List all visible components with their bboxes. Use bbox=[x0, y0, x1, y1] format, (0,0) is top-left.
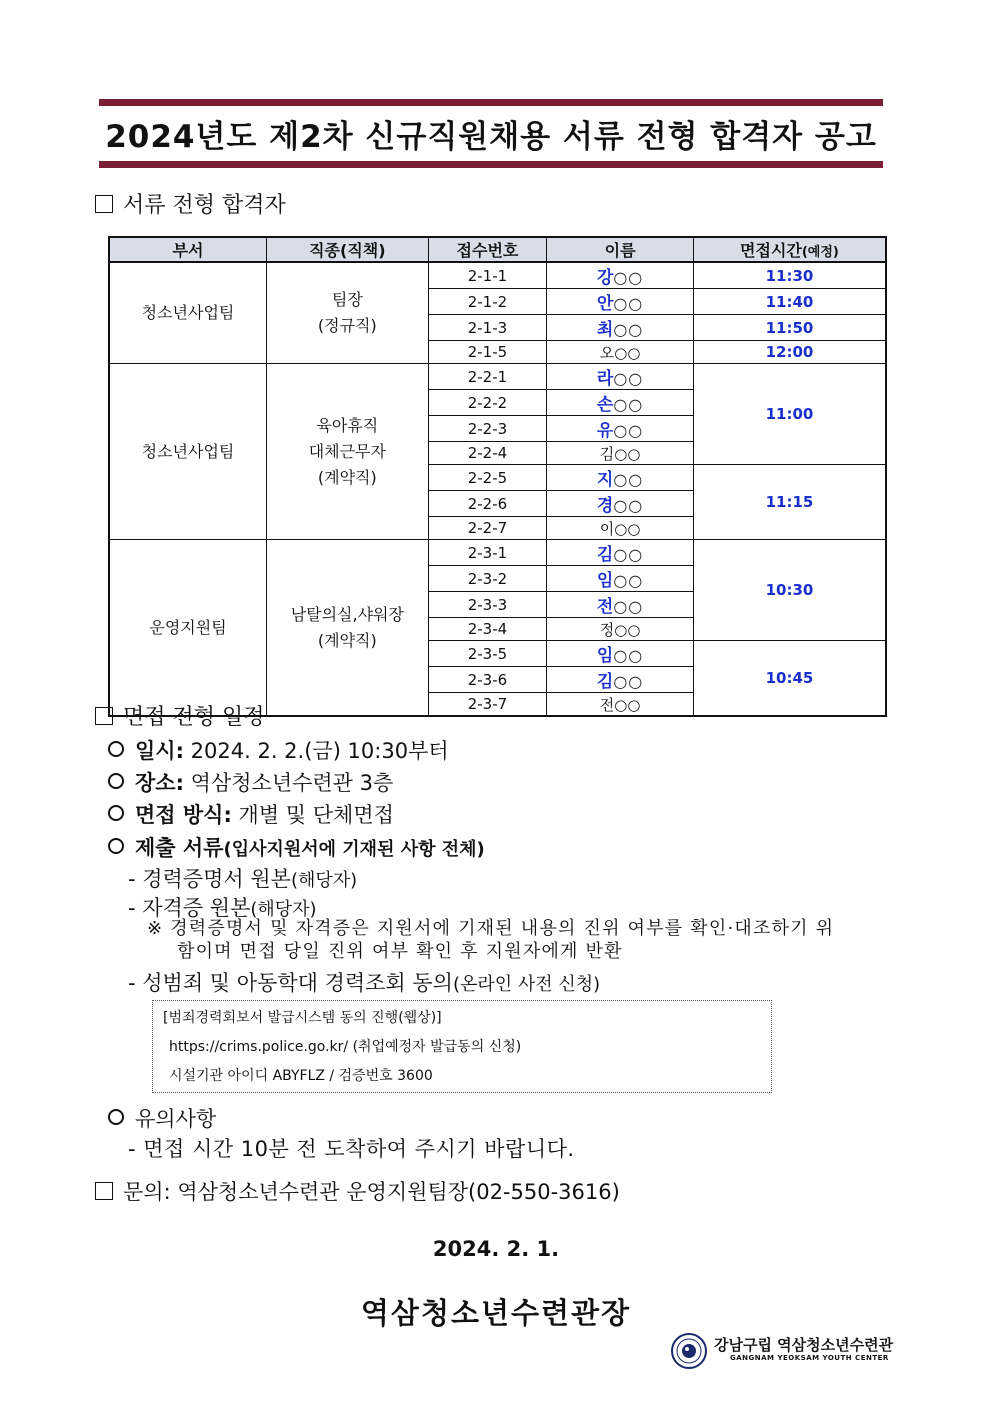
number-cell: 2-2-1 bbox=[428, 364, 547, 390]
time-cell: 11:30 bbox=[693, 262, 886, 289]
number-cell: 2-2-4 bbox=[428, 442, 547, 465]
name-cell bbox=[547, 341, 694, 364]
name-mask: ○○ bbox=[613, 597, 644, 616]
surname: 임 bbox=[596, 646, 614, 666]
caution-line bbox=[108, 1103, 216, 1133]
time-cell: 10:30 bbox=[693, 540, 886, 641]
surname: 전 bbox=[599, 695, 615, 714]
name-cell bbox=[547, 517, 694, 540]
checkbox-icon bbox=[95, 707, 113, 725]
name-cell bbox=[547, 667, 694, 693]
checkbox-icon bbox=[95, 1182, 113, 1200]
center-logo bbox=[668, 1330, 898, 1372]
number-cell: 2-3-4 bbox=[428, 618, 547, 641]
surname: 전 bbox=[596, 597, 614, 617]
applicants-table bbox=[108, 236, 887, 717]
name-mask: ○○ bbox=[613, 496, 644, 515]
title-box bbox=[99, 99, 883, 168]
name-cell bbox=[547, 465, 694, 491]
surname: 손 bbox=[596, 395, 614, 415]
time-cell: 10:45 bbox=[693, 641, 886, 717]
date-value: 2024. 2. 2.(금) 10:30부터 bbox=[190, 739, 449, 763]
number-cell: 2-3-1 bbox=[428, 540, 547, 566]
surname: 최 bbox=[596, 320, 614, 340]
doc-item-text: - 성범죄 및 아동학대 경력조회 동의 bbox=[128, 971, 453, 995]
caution-label: 유의사항 bbox=[135, 1107, 217, 1131]
name-mask: ○○ bbox=[613, 268, 644, 287]
method-value: 개별 및 단체면접 bbox=[238, 803, 394, 827]
table-header-row bbox=[109, 237, 886, 262]
name-mask: ○○ bbox=[614, 620, 641, 639]
header-name: 이름 bbox=[547, 237, 694, 262]
dept-cell: 운영지원팀 bbox=[109, 540, 267, 717]
surname: 유 bbox=[596, 421, 614, 441]
doc-item-consent bbox=[128, 967, 600, 997]
logo-english: GANGNAM YEOKSAM YOUTH CENTER bbox=[730, 1354, 889, 1362]
caution-text: - 면접 시간 10분 전 도착하여 주시기 바랍니다. bbox=[128, 1137, 575, 1161]
surname: 정 bbox=[599, 620, 615, 639]
bullet-icon bbox=[108, 773, 124, 789]
time-cell: 11:40 bbox=[693, 289, 886, 315]
name-mask: ○○ bbox=[613, 571, 644, 590]
role-line: 육아휴직 bbox=[316, 415, 379, 435]
doc-item-text: - 경력증명서 원본 bbox=[128, 867, 291, 891]
doc-item-note: (해당자) bbox=[290, 870, 358, 891]
name-cell bbox=[547, 315, 694, 341]
header-role: 직종(직책) bbox=[267, 237, 429, 262]
contact-label: 문의: bbox=[123, 1180, 171, 1204]
name-cell bbox=[547, 641, 694, 667]
role-line: 대체근무자 bbox=[308, 441, 386, 461]
surname: 라 bbox=[596, 369, 614, 389]
number-cell: 2-3-6 bbox=[428, 667, 547, 693]
role-cell bbox=[267, 540, 429, 717]
surname: 김 bbox=[596, 672, 614, 692]
surname: 이 bbox=[599, 519, 615, 538]
dept-cell: 청소년사업팀 bbox=[109, 262, 267, 364]
date-label: 일시: bbox=[135, 739, 184, 763]
surname: 임 bbox=[596, 571, 614, 591]
bullet-icon bbox=[108, 805, 124, 821]
place-value: 역삼청소년수련관 3층 bbox=[190, 771, 394, 795]
center-emblem-icon bbox=[670, 1332, 708, 1370]
table-row bbox=[109, 540, 886, 566]
name-cell bbox=[547, 364, 694, 390]
checkbox-icon bbox=[95, 195, 113, 213]
doc-remark bbox=[147, 917, 897, 963]
role-line: (계약직) bbox=[317, 467, 377, 487]
number-cell: 2-2-3 bbox=[428, 416, 547, 442]
doc-item-note: (해당자) bbox=[250, 899, 317, 920]
contact-line bbox=[95, 1176, 620, 1206]
number-cell: 2-2-6 bbox=[428, 491, 547, 517]
bullet-icon bbox=[108, 741, 124, 757]
name-mask: ○○ bbox=[613, 395, 644, 414]
name-cell bbox=[547, 491, 694, 517]
consent-box-url: https://crims.police.go.kr/ (취업예정자 발급동의 신청) bbox=[169, 1039, 522, 1055]
title-top-bar bbox=[99, 99, 883, 106]
name-cell bbox=[547, 618, 694, 641]
docs-note: (입사지원서에 기재된 사항 전체) bbox=[223, 839, 485, 860]
table-row bbox=[109, 262, 886, 289]
doc-item-note: (온라인 사전 신청) bbox=[452, 974, 601, 995]
time-cell: 11:00 bbox=[693, 364, 886, 465]
number-cell: 2-3-3 bbox=[428, 592, 547, 618]
documents-line bbox=[108, 832, 485, 862]
name-cell bbox=[547, 592, 694, 618]
surname: 경 bbox=[596, 496, 614, 516]
header-time bbox=[693, 237, 886, 262]
name-mask: ○○ bbox=[613, 672, 644, 691]
doc-item-career bbox=[128, 863, 357, 893]
name-mask: ○○ bbox=[613, 646, 644, 665]
time-cell: 12:00 bbox=[693, 341, 886, 364]
method-label: 면접 방식: bbox=[135, 803, 232, 827]
section-heading-text: 서류 전형 합격자 bbox=[123, 193, 286, 218]
number-cell: 2-2-5 bbox=[428, 465, 547, 491]
number-cell: 2-3-7 bbox=[428, 693, 547, 717]
name-mask: ○○ bbox=[614, 695, 641, 714]
role-cell bbox=[267, 262, 429, 364]
header-time-label: 면접시간 bbox=[740, 241, 802, 260]
role-cell bbox=[267, 364, 429, 540]
surname: 지 bbox=[596, 470, 614, 490]
name-mask: ○○ bbox=[613, 294, 644, 313]
role-line: 남탈의실,샤워장 bbox=[290, 604, 404, 624]
interview-method-line bbox=[108, 799, 394, 829]
name-mask: ○○ bbox=[614, 444, 641, 463]
name-cell bbox=[547, 693, 694, 717]
name-mask: ○○ bbox=[613, 421, 644, 440]
name-mask: ○○ bbox=[614, 343, 641, 362]
interview-date-line bbox=[108, 735, 449, 765]
name-mask: ○○ bbox=[613, 545, 644, 564]
place-label: 장소: bbox=[135, 771, 184, 795]
section-heading-text: 면접 전형 일정 bbox=[123, 705, 265, 730]
header-dept: 부서 bbox=[109, 237, 267, 262]
number-cell: 2-3-5 bbox=[428, 641, 547, 667]
bullet-icon bbox=[108, 1109, 124, 1125]
number-cell: 2-1-3 bbox=[428, 315, 547, 341]
consent-box-line: 시설기관 아이디 ABYFLZ / 검증번호 3600 bbox=[169, 1068, 433, 1084]
name-mask: ○○ bbox=[614, 519, 641, 538]
surname: 강 bbox=[596, 268, 614, 288]
doc-remark-line: 함이며 면접 당일 진위 여부 확인 후 지원자에게 반환 bbox=[177, 941, 623, 962]
doc-item-text: - 자격증 원본 bbox=[128, 896, 251, 920]
surname: 김 bbox=[599, 444, 615, 463]
header-number: 접수번호 bbox=[428, 237, 547, 262]
number-cell: 2-1-2 bbox=[428, 289, 547, 315]
number-cell: 2-1-5 bbox=[428, 341, 547, 364]
signatory: 역삼청소년수련관장 bbox=[360, 1296, 632, 1330]
surname: 오 bbox=[599, 343, 615, 362]
name-mask: ○○ bbox=[613, 369, 644, 388]
role-line: (계약직) bbox=[317, 630, 377, 650]
time-cell: 11:50 bbox=[693, 315, 886, 341]
name-cell bbox=[547, 442, 694, 465]
name-mask: ○○ bbox=[613, 470, 644, 489]
consent-info-box bbox=[152, 1000, 772, 1093]
section-heading-interview bbox=[95, 700, 265, 731]
time-cell: 11:15 bbox=[693, 465, 886, 540]
name-cell bbox=[547, 289, 694, 315]
role-line: (정규직) bbox=[317, 316, 377, 335]
header-time-note: (예정) bbox=[801, 245, 839, 260]
surname: 김 bbox=[596, 545, 614, 565]
interview-place-line bbox=[108, 767, 393, 797]
bullet-icon bbox=[108, 838, 124, 854]
name-cell bbox=[547, 540, 694, 566]
doc-remark-line: ※ 경력증명서 및 자격증은 지원서에 기재된 내용의 진위 여부를 확인·대조하기 위 bbox=[147, 918, 835, 939]
consent-box-line: [범죄경력회보서 발급시스템 동의 진행(웹상)] bbox=[163, 1010, 442, 1026]
name-cell bbox=[547, 566, 694, 592]
dept-cell: 청소년사업팀 bbox=[109, 364, 267, 540]
page-title: 2024년도 제2차 신규직원채용 서류 전형 합격자 공고 bbox=[105, 119, 877, 155]
number-cell: 2-3-2 bbox=[428, 566, 547, 592]
number-cell: 2-2-2 bbox=[428, 390, 547, 416]
name-cell bbox=[547, 416, 694, 442]
number-cell: 2-2-7 bbox=[428, 517, 547, 540]
name-mask: ○○ bbox=[613, 320, 644, 339]
name-cell bbox=[547, 262, 694, 289]
number-cell: 2-1-1 bbox=[428, 262, 547, 289]
role-line: 팀장 bbox=[331, 290, 363, 309]
logo-name: 강남구립 역삼청소년수련관 bbox=[714, 1336, 894, 1354]
docs-label: 제출 서류 bbox=[135, 836, 224, 860]
table-row bbox=[109, 364, 886, 390]
issue-date: 2024. 2. 1. bbox=[432, 1237, 560, 1261]
name-cell bbox=[547, 390, 694, 416]
section-heading-applicants bbox=[95, 188, 286, 219]
title-bottom-bar bbox=[99, 161, 883, 168]
surname: 안 bbox=[596, 294, 614, 314]
contact-value: 역삼청소년수련관 운영지원팀장(02-550-3616) bbox=[177, 1180, 620, 1204]
